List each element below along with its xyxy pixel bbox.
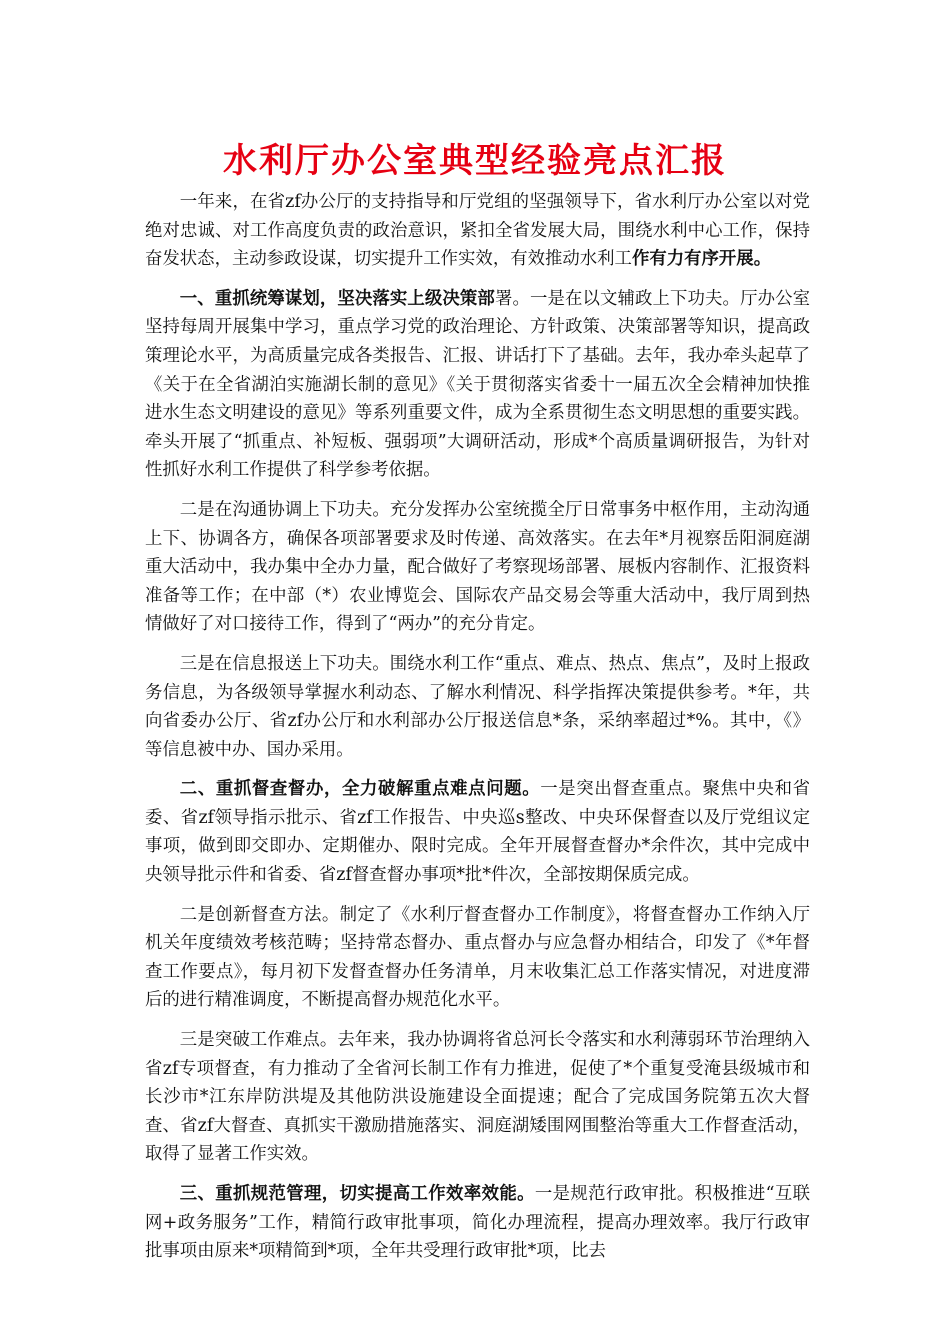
paragraph-information <box>145 650 810 764</box>
paragraph-text: 二是创新督查方法。制定了《水利厅督查督办工作制度》，将督查督办工作纳入厅机关年度绩效考核范畴；坚持常态督办、重点督办与应急督办相结合，印发了《*年督查工作要点》，每月初下发督查督办任务清单，月末收集汇总工作落实情况，对进度滞后的进行精准调度，不断提高督办规范化水平。 <box>145 904 810 1011</box>
paragraph-text: 署。一是在以文辅政上下功夫。厅办公室坚持每周开展集中学习，重点学习党的政治理论、方针政策、决策部署等知识，提高政策理论水平，为高质量完成各类报告、汇报、讲话打下了基础。去年，我办牵头起草了《关于在全省湖泊实施湖长制的意见》《关于贯彻落实省委十一届五次全会精神加快推进水生态文明建设的意见》等系列重要文件，成为全系贯彻生态文明思想的重要实践。牵头开展了“抓重点、补短板、强弱项”大调研活动，形成*个高质量调研报告，为针对性抓好水利工作提供了科学参考依据。 <box>145 288 810 481</box>
document-title: 水利厅办公室典型经验亮点汇报 <box>223 141 727 181</box>
paragraph-text: 一是规范行政审批。积极推进“互联网+政务服务”工作，精简行政审批事项，简化办理流程，提高办理效率。我厅行政审批事项由原来*项精简到*项，全年共受理行政审批*项，比去 <box>145 1184 810 1262</box>
section-heading: 一、重抓统筹谋划，坚决落实上级决策部 <box>179 288 495 309</box>
paragraph-text: 二是在沟通协调上下功夫。充分发挥办公室统揽全厅日常事务中枢作用，主动沟通上下、协调各方，确保各项部署要求及时传递、高效落实。在去年*月视察岳阳洞庭湖重大活动中，我办集中全办力量，配合做好了考察现场部署、展板内容制作、汇报资料准备等工作；在中部（*）农业博览会、国际农产品交易会等重大活动中，我厅周到热情做好了对口接待工作，得到了“两办”的充分肯定。 <box>145 499 810 635</box>
section-heading: 二、重抓督查督办，全力破解重点难点问题。 <box>179 779 541 800</box>
paragraph-supervision-method <box>145 901 810 1015</box>
paragraph-tail: 作有力有序开展。 <box>631 249 772 270</box>
paragraph-coordination <box>145 496 810 639</box>
section-heading: 三、重抓规范管理，切实提高工作效率效能。 <box>179 1184 535 1204</box>
paragraph-text: 一是突出督查重点。聚焦中央和省委、省zf领导指示批示、省zf工作报告、中央巡s整改、中央环保督查以及厅党组议定事项，做到即交即办、定期催办、限时完成。全年开展督查督办*余件次，其中完成中央领导批示件和省委、省zf督查督办事项*批*件次，全部按期保质完成。 <box>145 779 810 886</box>
paragraph-section-3 <box>145 1180 810 1266</box>
paragraph-section-2 <box>145 775 810 889</box>
document-body <box>145 188 810 1277</box>
paragraph-section-1 <box>145 285 810 485</box>
paragraph-intro <box>145 188 810 274</box>
paragraph-text: 一年来，在省zf办公厅的支持指导和厅党组的坚强领导下，省水利厅办公室以对党绝对忠诚、对工作高度负责的政治意识，紧扣全省发展大局，围绕水利中心工作，保持奋发状态，主动参政设谋，切实提升工作实效，有效推动水利工 <box>145 192 810 270</box>
paragraph-text: 三是突破工作难点。去年来，我办协调将省总河长令落实和水利薄弱环节治理纳入省zf专项督查，有力推动了全省河长制工作有力推进，促使了*个重复受淹县级城市和长沙市*江东岸防洪堤及其他防洪设施建设全面提速；配合了完成国务院第五次大督查、省zf大督查、真抓实干激励措施落实、洞庭湖矮围网围整治等重大工作督查活动，取得了显著工作实效。 <box>145 1030 810 1165</box>
paragraph-difficulties <box>145 1026 810 1169</box>
paragraph-text: 三是在信息报送上下功夫。围绕水利工作“重点、难点、热点、焦点”，及时上报政务信息，为各级领导掌握水利动态、了解水利情况、科学指挥决策提供参考。*年，共向省委办公厅、省zf办公厅和水利部办公厅报送信息*条，采纳率超过*%。其中，《》等信息被中办、国办采用。 <box>145 653 810 760</box>
